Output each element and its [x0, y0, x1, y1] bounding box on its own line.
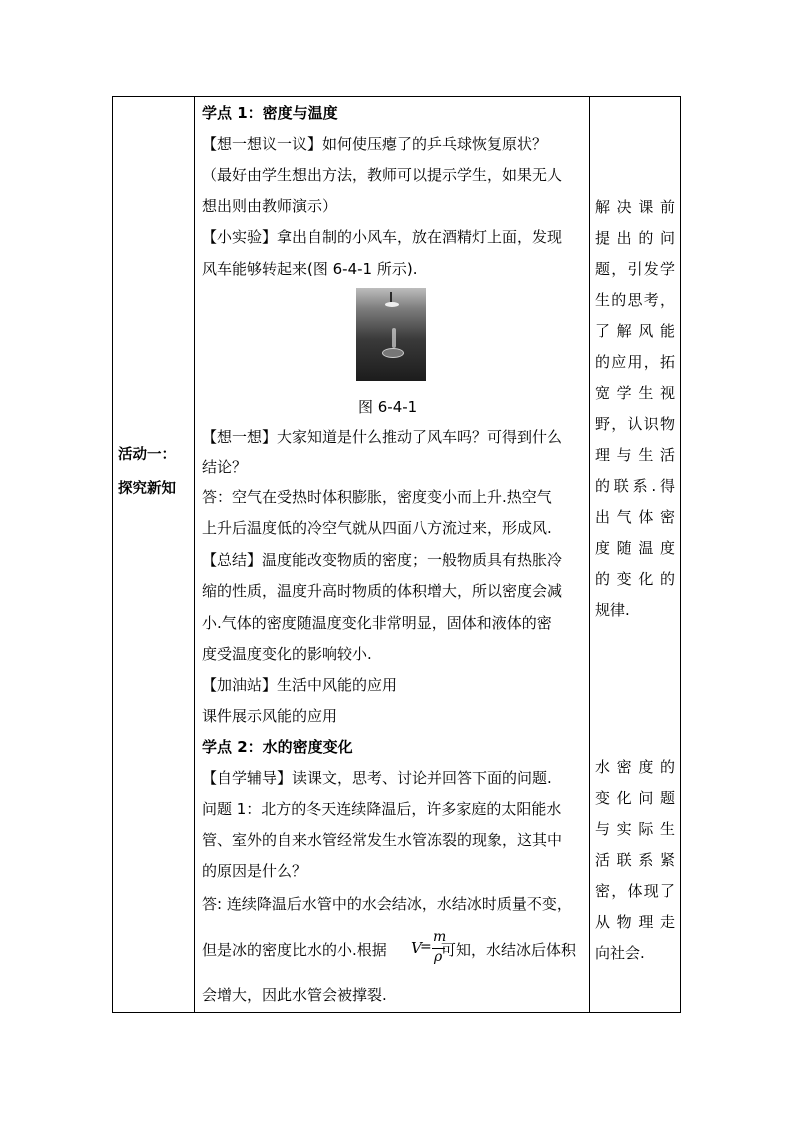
table-divider-2 [589, 96, 590, 1013]
remark-line: 野，认识物 [595, 415, 675, 433]
remark-line: 规律. [595, 601, 630, 619]
table-divider-1 [194, 96, 195, 1013]
volume-formula [411, 929, 447, 966]
remark-line: 度随温度 [595, 539, 675, 557]
table-border-top [112, 96, 681, 97]
remark-line: 宽学生视 [595, 384, 675, 402]
think-discuss: 【想一想议一议】如何使压瘪了的乒乓球恢复原状？ [202, 135, 548, 153]
summary-line1: 【总结】温度能改变物质的密度；一般物质具有热胀冷 [202, 551, 563, 569]
section2-title: 学点 2：水的密度变化 [202, 738, 353, 756]
answer2-line1: 答: 连续降温后水管中的水会结冰，水结冰时质量不变， [202, 895, 572, 913]
table-border-right [680, 96, 681, 1013]
section1-title: 学点 1：密度与温度 [202, 104, 338, 122]
remark-line: 解决课前 [595, 198, 675, 216]
answer1-line2: 上升后温度低的冷空气就从四面八方流过来，形成风. [202, 519, 552, 537]
remark-line: 的联系.得 [595, 477, 675, 495]
remark-line: 提出的问 [595, 229, 675, 247]
answer1-line1: 答：空气在受热时体积膨胀，密度变小而上升.热空气 [202, 488, 552, 506]
summary-line2: 缩的性质，温度升高时物质的体积增大，所以密度会减 [202, 582, 563, 600]
formula-lhs: V [411, 939, 422, 957]
answer2-line2-pre: 但是冰的密度比水的小.根据 [202, 941, 387, 959]
summary-line3: 小.气体的密度随温度变化非常明显，固体和液体的密 [202, 614, 552, 632]
note-line1: （最好由学生想出方法，教师可以提示学生，如果无人 [202, 166, 563, 184]
formula-denominator: ρ [434, 949, 443, 965]
remark-line: 密，体现了 [595, 882, 675, 900]
activity-label-line1: 活动一： [118, 447, 176, 463]
formula-equals: = [420, 939, 432, 955]
remark-line: 题，引发学 [595, 260, 675, 278]
remark-line: 的变化的 [595, 570, 675, 588]
formula-numerator: m [433, 929, 447, 945]
remark-line: 向社会. [595, 944, 645, 962]
experiment-line2: 风车能够转起来(图 6-4-1 所示). [202, 260, 418, 278]
remark-line: 了解风能 [595, 322, 675, 340]
remark-line: 的应用，拓 [595, 353, 675, 371]
refuel-heading: 【加油站】生活中风能的应用 [202, 676, 398, 694]
question1-line1: 问题 1：北方的冬天连续降温后，许多家庭的太阳能水 [202, 800, 562, 818]
question1-line2: 管、室外的自来水管经常发生水管冻裂的现象，这其中 [202, 831, 563, 849]
activity-label-line2: 探究新知 [118, 481, 176, 497]
remark-line: 水密度的 [595, 758, 675, 776]
note-line2: 想出则由教师演示） [202, 197, 338, 215]
remark-line: 活联系紧 [595, 851, 675, 869]
table-border-left [112, 96, 113, 1013]
think-line1: 【想一想】大家知道是什么推动了风车吗？可得到什么 [202, 428, 563, 446]
courseware-line: 课件展示风能的应用 [202, 707, 338, 725]
answer2-line3: 会增大，因此水管会被撑裂. [202, 986, 387, 1004]
remark-line: 与实际生 [595, 820, 675, 838]
remark-line: 理与生活 [595, 446, 675, 464]
question1-line3: 的原因是什么？ [202, 862, 308, 880]
windmill-photo [356, 288, 426, 381]
remark-line: 从物理走 [595, 913, 675, 931]
think-line2: 结论？ [202, 458, 248, 476]
table-border-bottom [112, 1012, 681, 1013]
summary-line4: 度受温度变化的影响较小. [202, 645, 372, 663]
self-study: 【自学辅导】读课文，思考、讨论并回答下面的问题. [202, 769, 552, 787]
figure-caption: 图 6-4-1 [358, 398, 418, 416]
experiment-line1: 【小实验】拿出自制的小风车，放在酒精灯上面，发现 [202, 228, 563, 246]
remark-line: 生的思考， [595, 291, 675, 309]
answer2-line2-post: 可知，水结冰后体积 [441, 941, 577, 959]
remark-line: 变化问题 [595, 789, 675, 807]
remark-line: 出气体密 [595, 508, 675, 526]
